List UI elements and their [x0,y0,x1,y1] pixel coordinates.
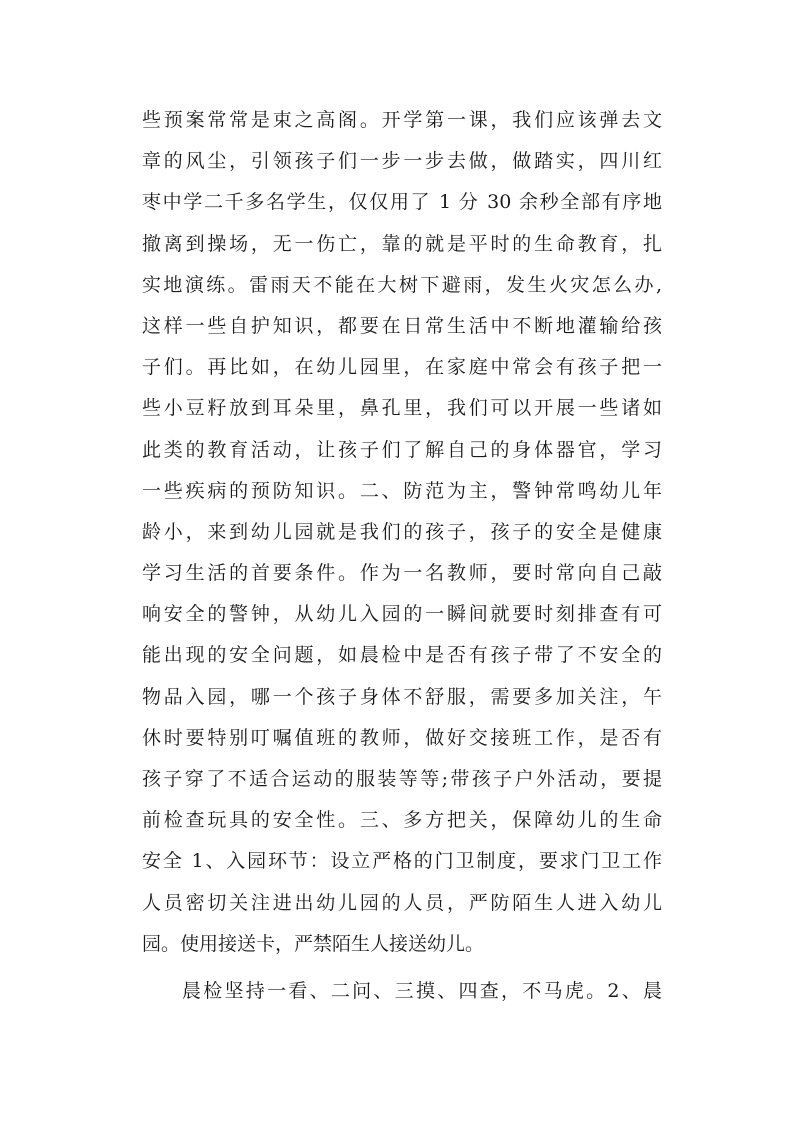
text-line: 章的风尘，引领孩子们一步一步去做，做踏实，四川红 [142,150,662,173]
paragraph-2 [142,971,662,1012]
text-line: 这样一些自护知识，都要在日常生活中不断地灌输给孩 [142,314,662,337]
text-line: 响安全的警钟，从幼儿入园的一瞬间就要时刻排查有可 [142,603,662,626]
text-line: 枣中学二千多名学生，仅仅用了 1 分 30 余秒全部有序地 [142,191,662,214]
text-line: 子们。再比如，在幼儿园里，在家庭中常会有孩子把一 [142,356,662,379]
text-line: 些预案常常是束之高阁。开学第一课，我们应该弹去文 [142,109,662,131]
paragraph-1 [142,100,662,965]
text-line: 撤离到操场，无一伤亡，靠的就是平时的生命教育，扎 [142,232,662,255]
text-line: 人员密切关注进出幼儿园的人员，严防陌生人进入幼儿 [142,891,662,914]
text-line: 物品入园，哪一个孩子身体不舒服，需要多加关注，午 [142,685,662,708]
text-line: 休时要特别叮嘱值班的教师，做好交接班工作，是否有 [142,726,662,749]
text-line: 此类的教育活动，让孩子们了解自己的身体器官，学习 [142,438,662,461]
text-line: 孩子穿了不适合运动的服装等等;带孩子户外活动，要提 [142,768,662,790]
text-line: 晨检坚持一看、二问、三摸、四查，不马虎。2、晨 [182,979,662,1002]
text-line: 些小豆籽放到耳朵里，鼻孔里，我们可以开展一些诸如 [142,397,662,420]
text-line: 龄小，来到幼儿园就是我们的孩子，孩子的安全是健康 [142,520,662,543]
text-line: 前检查玩具的安全性。三、多方把关，保障幼儿的生命 [142,809,662,832]
text-line: 学习生活的首要条件。作为一名教师，要时常向自己敲 [142,562,662,585]
text-line: 安全 1、入园环节：设立严格的门卫制度，要求门卫工作 [142,850,662,873]
text-line: 能出现的安全问题，如晨检中是否有孩子带了不安全的 [142,644,662,667]
text-line: 园。使用接送卡，严禁陌生人接送幼儿。 [142,932,485,955]
text-line: 实地演练。雷雨天不能在大树下避雨，发生火灾怎么办, [142,273,662,296]
text-line: 一些疾病的预防知识。二、防范为主，警钟常鸣幼儿年 [142,479,662,502]
body-text [142,100,662,1012]
